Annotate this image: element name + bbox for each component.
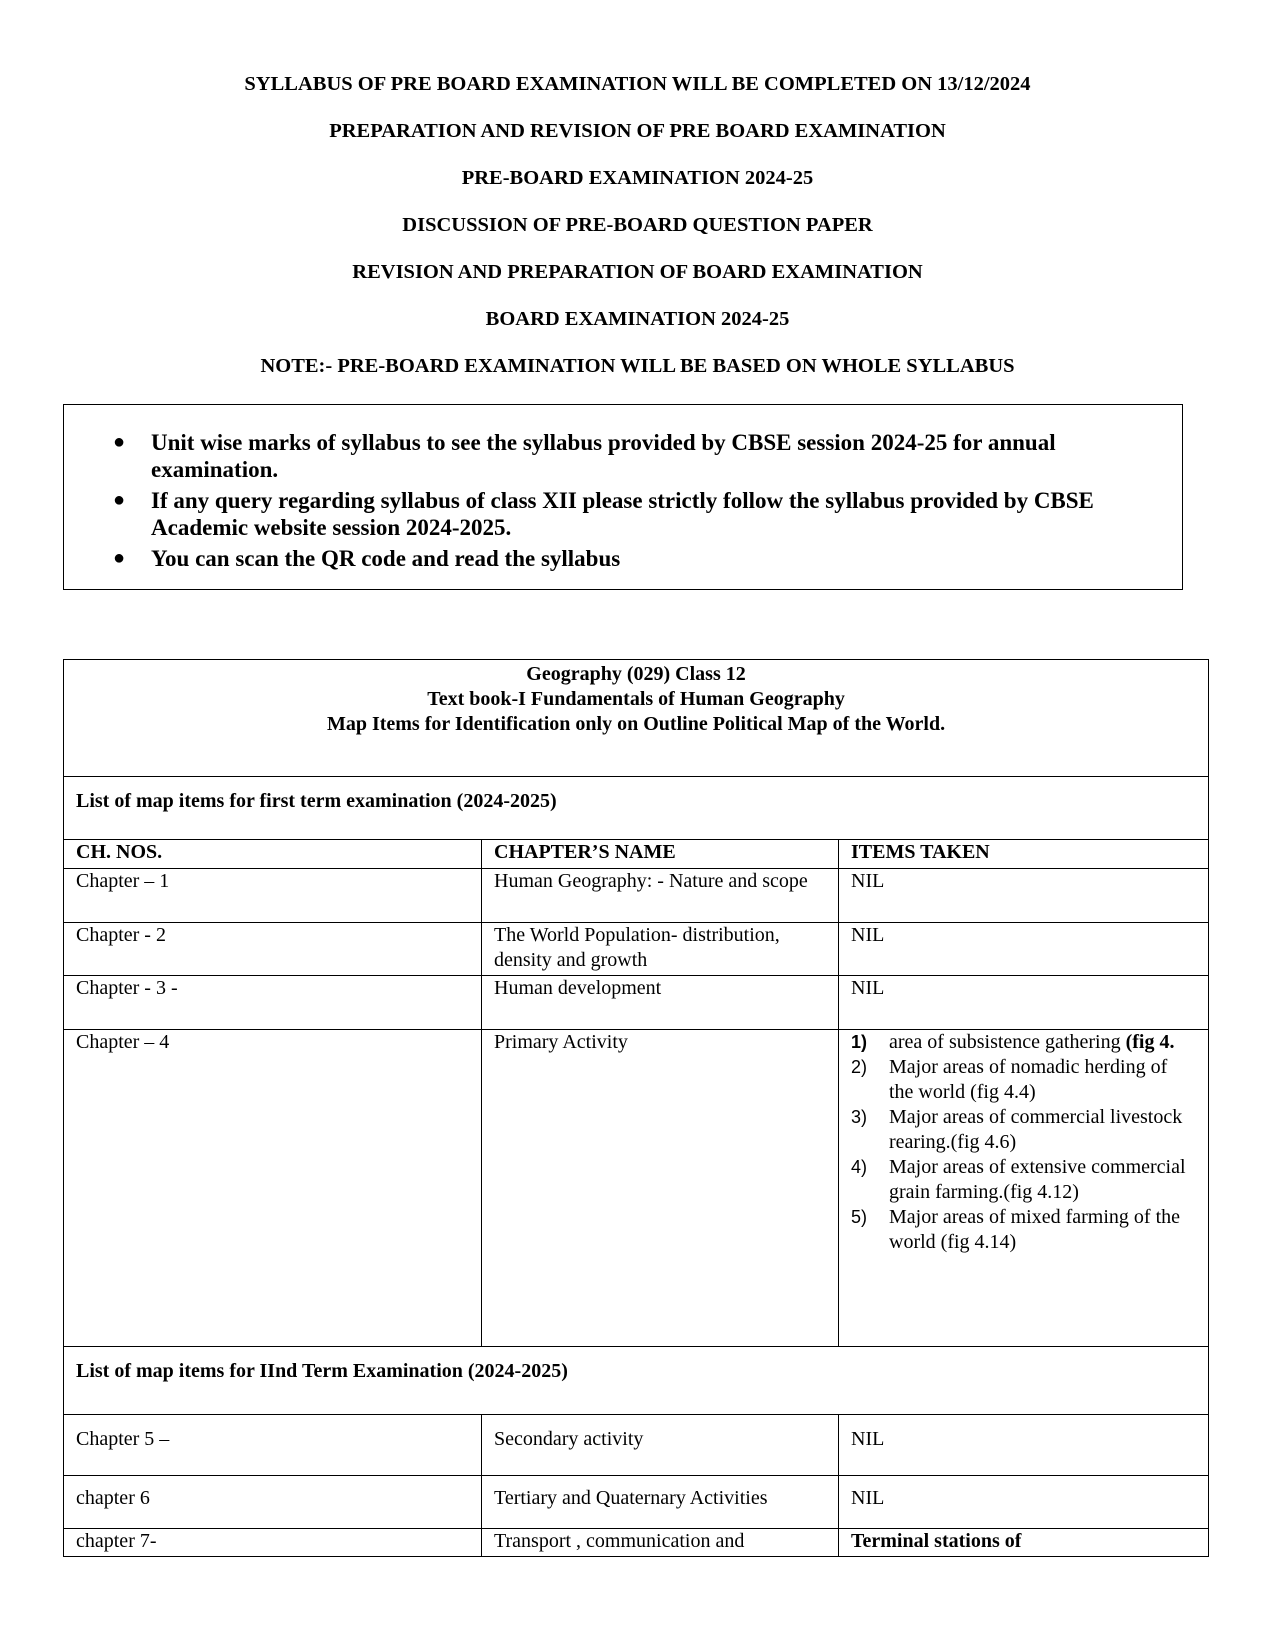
second-term-row (64, 1347, 1209, 1415)
list-item: 3) Major areas of commercial livestock rearing.(fig 4.6) (851, 1106, 1183, 1153)
note-item: ● Unit wise marks of syllabus to see the syllabus provided by CBSE session 2024-25 for annual examination. (113, 430, 1056, 482)
table-row (64, 923, 1209, 976)
list-item: 1) area of subsistence gathering (fig 4. (851, 1031, 1175, 1053)
table-title-row (64, 660, 1209, 777)
item-number: 2) (851, 1057, 868, 1077)
table-row (64, 976, 1209, 1030)
table-title (64, 660, 1209, 777)
bullet-icon: ● (113, 547, 126, 569)
item-number: 5) (851, 1207, 868, 1227)
notes-box (63, 404, 1183, 590)
items-taken: NIL (839, 976, 1209, 1030)
col-header-items-taken: ITEMS TAKEN (839, 840, 1209, 869)
col-header-chapter-name: CHAPTER’S NAME (482, 840, 839, 869)
chapter-name: Tertiary and Quaternary Activities (482, 1476, 839, 1529)
title-line-textbook: Text book-I Fundamentals of Human Geography (427, 688, 845, 710)
list-item: 4) Major areas of extensive commercial grain farming.(fig 4.12) (851, 1156, 1186, 1203)
title-line-map-items: Map Items for Identification only on Outline Political Map of the World. (326, 713, 946, 735)
heading-board-exam: BOARD EXAMINATION 2024-25 (485, 308, 790, 330)
chapter-number: Chapter – 4 (64, 1030, 482, 1347)
items-taken: NIL (839, 1476, 1209, 1529)
chapter-name: Secondary activity (482, 1415, 839, 1476)
page-headings (0, 72, 1275, 401)
first-term-label: List of map items for first term examination (2024-2025) (64, 777, 1209, 840)
chapter-name: The World Population- distribution, density and growth (482, 923, 839, 976)
chapter-number: Chapter 5 – (64, 1415, 482, 1476)
heading-syllabus-completion: SYLLABUS OF PRE BOARD EXAMINATION WILL BE COMPLETED ON 13/12/2024 (244, 73, 1031, 95)
chapter-name: Primary Activity (482, 1030, 839, 1347)
second-term-label: List of map items for IInd Term Examination (2024-2025) (64, 1347, 1209, 1415)
item-number: 1) (851, 1032, 868, 1052)
chapter-number: Chapter - 2 (64, 923, 482, 976)
table-row (64, 1476, 1209, 1529)
heading-board-preparation: REVISION AND PREPARATION OF BOARD EXAMINATION (352, 261, 923, 283)
chapter-number: chapter 6 (64, 1476, 482, 1529)
table-row (64, 1415, 1209, 1476)
chapter-name: Transport , communication and (482, 1529, 839, 1557)
chapter-name: Human Geography: - Nature and scope (482, 869, 839, 923)
chapter-number: Chapter – 1 (64, 869, 482, 923)
bullet-icon: ● (113, 431, 126, 453)
table-row (64, 869, 1209, 923)
title-line-subject: Geography (029) Class 12 (526, 663, 746, 685)
item-number: 4) (851, 1157, 868, 1177)
items-taken (839, 1030, 1209, 1347)
map-items-table (63, 659, 1209, 1557)
bullet-icon: ● (113, 489, 126, 511)
items-taken: NIL (839, 923, 1209, 976)
item-number: 3) (851, 1107, 868, 1127)
heading-preparation-revision: PREPARATION AND REVISION OF PRE BOARD EXAMINATION (329, 120, 946, 142)
list-item: 2) Major areas of nomadic herding of the world (fig 4.4) (851, 1056, 1168, 1103)
chapter-number: chapter 7- (64, 1529, 482, 1557)
items-taken: Terminal stations of (839, 1529, 1209, 1557)
heading-discussion: DISCUSSION OF PRE-BOARD QUESTION PAPER (402, 214, 873, 236)
note-item: ● If any query regarding syllabus of class XII please strictly follow the syllabus provided by CBSE Academic website session 2024-2025. (113, 488, 1094, 540)
note-item: ● You can scan the QR code and read the syllabus (113, 546, 621, 571)
table-row-chapter-4 (64, 1030, 1209, 1347)
items-taken: NIL (839, 869, 1209, 923)
column-header-row (64, 840, 1209, 869)
chapter-name: Human development (482, 976, 839, 1030)
heading-pre-board-exam: PRE-BOARD EXAMINATION 2024-25 (461, 167, 814, 189)
col-header-ch-nos: CH. NOS. (64, 840, 482, 869)
table-row (64, 1529, 1209, 1557)
notes-list (64, 429, 1182, 576)
first-term-row (64, 777, 1209, 840)
heading-note: NOTE:- PRE-BOARD EXAMINATION WILL BE BASED ON WHOLE SYLLABUS (260, 355, 1015, 377)
list-item: 5) Major areas of mixed farming of the world (fig 4.14) (851, 1206, 1181, 1253)
chapter-number: Chapter - 3 - (64, 976, 482, 1030)
items-taken: NIL (839, 1415, 1209, 1476)
chapter-4-items (851, 1030, 1196, 1255)
